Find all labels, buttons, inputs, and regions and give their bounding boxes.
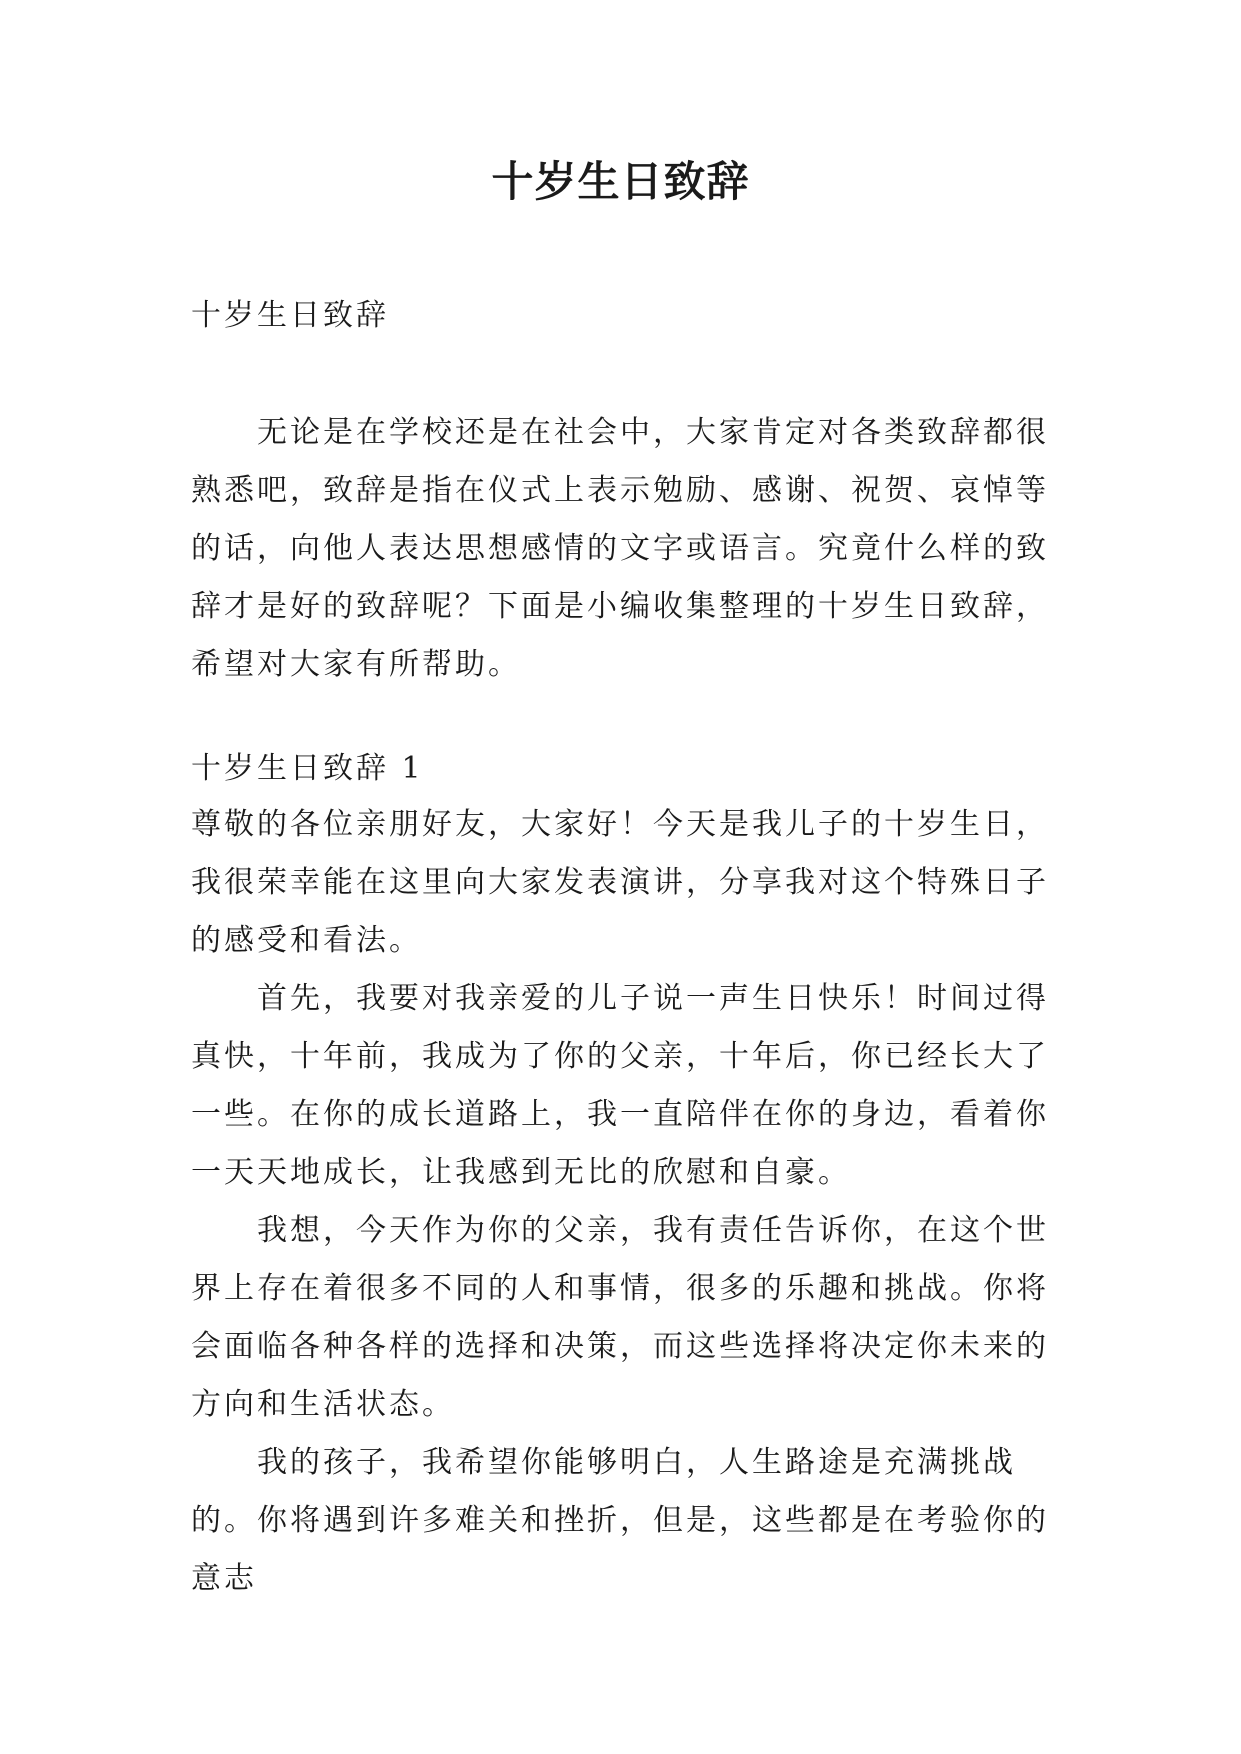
article-section (191, 742, 1061, 1608)
paragraph-birthday-wish: 首先，我要对我亲爱的儿子说一声生日快乐！时间过得真快，十年前，我成为了你的父亲，十年后，你已经长大了一些。在你的成长道路上，我一直陪伴在你的身边，看着你一天天地成长，让我感到无比的欣慰和自豪。 (191, 981, 1049, 1190)
document-subtitle: 十岁生日致辞 (191, 298, 389, 333)
section-heading: 十岁生日致辞 1 (191, 751, 424, 786)
paragraph-greeting: 尊敬的各位亲朋好友，大家好！今天是我儿子的十岁生日，我很荣幸能在这里向大家发表演讲，分享我对这个特殊日子的感受和看法。 (191, 807, 1049, 958)
paragraph-responsibility: 我想，今天作为你的父亲，我有责任告诉你，在这个世界上存在着很多不同的人和事情，很多的乐趣和挑战。你将会面临各种各样的选择和决策，而这些选择将决定你未来的方向和生活状态。 (191, 1213, 1049, 1422)
document-title: 十岁生日致辞 (491, 157, 750, 206)
intro-paragraph: 无论是在学校还是在社会中，大家肯定对各类致辞都很熟悉吧，致辞是指在仪式上表示勉励、感谢、祝贺、哀悼等的话，向他人表达思想感情的文字或语言。究竟什么样的致辞才是好的致辞呢？下面是小编收集整理的十岁生日致辞，希望对大家有所帮助。 (191, 415, 1049, 682)
paragraph-challenges: 我的孩子，我希望你能够明白，人生路途是充满挑战的。你将遇到许多难关和挫折，但是，这些都是在考验你的意志 (191, 1445, 1049, 1596)
